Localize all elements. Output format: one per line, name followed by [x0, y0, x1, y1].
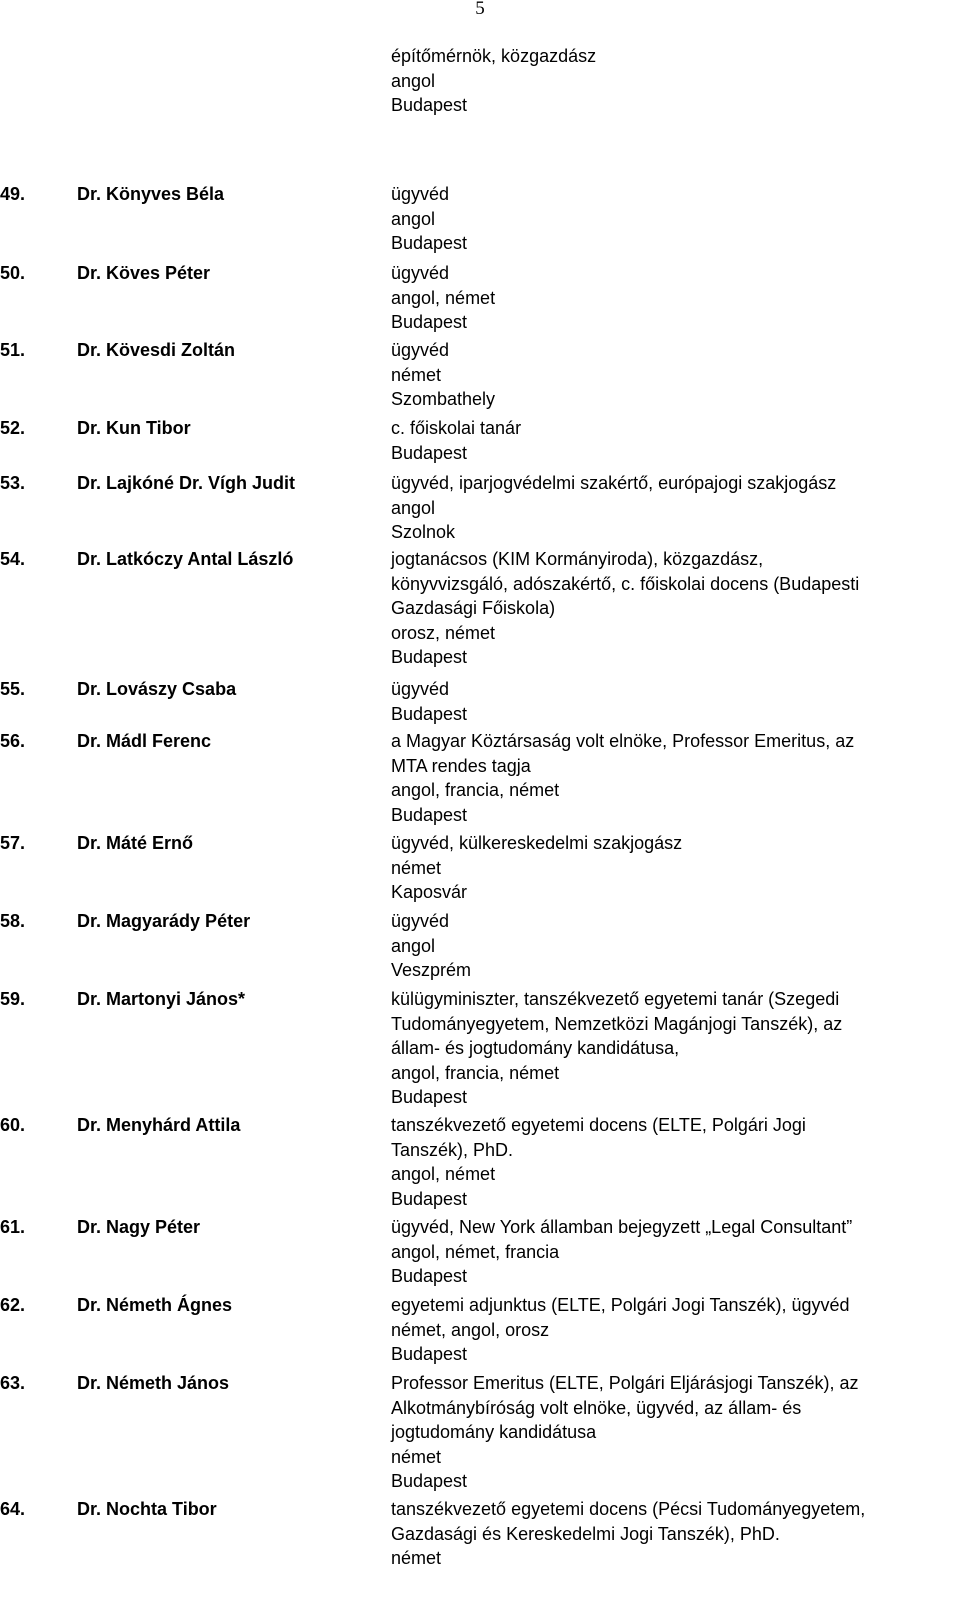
entry-number: 53.: [0, 473, 26, 493]
entry-details: [391, 338, 956, 412]
entry-number: 63.: [0, 1373, 26, 1393]
detail-line: Gazdasági és Kereskedelmi Jogi Tanszék), PhD.: [391, 1523, 780, 1544]
detail-line: Budapest: [391, 442, 468, 463]
entry-number: 58.: [0, 911, 26, 931]
detail-line: állam- és jogtudomány kandidátusa,: [391, 1038, 680, 1058]
detail-line: tanszékvezető egyetemi docens (ELTE, Polgári Jogi: [391, 1115, 806, 1135]
entry-details: [391, 471, 956, 545]
entry-name: Dr. Latkóczy Antal László: [77, 549, 294, 569]
entry-name: Dr. Lajkóné Dr. Vígh Judit: [77, 473, 296, 493]
detail-line: Veszprém: [391, 960, 472, 980]
detail-line: Budapest: [391, 95, 468, 115]
detail-line: ügyvéd: [391, 679, 450, 699]
detail-line: c. főiskolai tanár: [391, 418, 522, 438]
detail-line: külügyminiszter, tanszékvezető egyetemi tanár (Szegedi: [391, 989, 840, 1009]
entry-name: Dr. Martonyi János*: [77, 989, 246, 1009]
entry-number: 55.: [0, 679, 26, 699]
entry-number: 51.: [0, 340, 26, 360]
detail-line: építőmérnök, közgazdász: [391, 46, 597, 66]
entry-number: 61.: [0, 1217, 26, 1237]
entry-details: [391, 1371, 956, 1494]
detail-line: angol: [391, 70, 436, 91]
detail-line: angol, francia, német: [391, 1062, 560, 1083]
entry-number: 62.: [0, 1295, 26, 1315]
entry-details: [391, 1113, 956, 1211]
detail-line: a Magyar Köztársaság volt elnöke, Professor Emeritus, az: [391, 731, 855, 751]
detail-line: jogtudomány kandidátusa: [391, 1422, 597, 1442]
detail-line: német: [391, 857, 442, 878]
entry-number: 57.: [0, 833, 26, 853]
detail-line: német: [391, 1446, 442, 1467]
entry-name: Dr. Mádl Ferenc: [77, 731, 212, 751]
entry-name: Dr. Köves Péter: [77, 263, 211, 283]
detail-line: angol, német: [391, 287, 496, 308]
detail-line: Budapest: [391, 647, 468, 667]
detail-line: Budapest: [391, 703, 468, 724]
entry-details: [391, 987, 956, 1110]
detail-line: könyvvizsgáló, adószakértő, c. főiskolai docens (Budapesti: [391, 573, 860, 594]
detail-line: Szombathely: [391, 389, 496, 409]
detail-line: Budapest: [391, 1087, 468, 1107]
entry-name: Dr. Németh Ágnes: [77, 1295, 233, 1315]
detail-line: angol: [391, 497, 436, 518]
detail-line: angol, német, francia: [391, 1241, 560, 1262]
detail-line: Gazdasági Főiskola): [391, 598, 556, 618]
detail-line: angol, német: [391, 1164, 496, 1184]
detail-line: Tanszék), PhD.: [391, 1139, 514, 1160]
detail-line: angol: [391, 935, 436, 956]
entry-details: [391, 1497, 956, 1571]
entry-name: Dr. Magyarády Péter: [77, 911, 251, 931]
detail-line: jogtanácsos (KIM Kormányiroda), közgazdász,: [391, 549, 764, 569]
entry-details: [391, 261, 956, 335]
detail-line: tanszékvezető egyetemi docens (Pécsi Tudományegyetem,: [391, 1499, 866, 1519]
entry-details: [391, 831, 956, 905]
detail-line: ügyvéd, New York államban bejegyzett „Legal Consultant”: [391, 1217, 853, 1237]
detail-line: orosz, német: [391, 622, 496, 643]
detail-line: egyetemi adjunktus (ELTE, Polgári Jogi Tanszék), ügyvéd: [391, 1295, 850, 1315]
detail-line: ügyvéd, külkereskedelmi szakjogász: [391, 833, 683, 853]
entry-name: Dr. Lovászy Csaba: [77, 679, 237, 699]
entry-details: [391, 182, 956, 256]
detail-line: Alkotmánybíróság volt elnöke, ügyvéd, az állam- és: [391, 1397, 802, 1418]
entry-details: [391, 547, 956, 670]
detail-line: Budapest: [391, 1188, 468, 1209]
detail-line: Budapest: [391, 1266, 468, 1286]
entry-details: [391, 677, 956, 726]
detail-line: MTA rendes tagja: [391, 755, 531, 776]
page-number: 5: [475, 0, 485, 19]
detail-line: Professor Emeritus (ELTE, Polgári Eljárásjogi Tanszék), az: [391, 1373, 859, 1393]
entry-name: Dr. Németh János: [77, 1373, 230, 1393]
detail-line: Budapest: [391, 1344, 468, 1364]
detail-line: angol, francia, német: [391, 780, 560, 800]
detail-line: Tudományegyetem, Nemzetközi Magánjogi Tanszék), az: [391, 1013, 843, 1034]
entry-details: [391, 1215, 956, 1289]
entry-number: 56.: [0, 731, 26, 751]
detail-line: Budapest: [391, 233, 468, 253]
entry-name: Dr. Kun Tibor: [77, 418, 191, 438]
detail-line: ügyvéd: [391, 184, 450, 204]
detail-line: Budapest: [391, 804, 468, 825]
entry-name: Dr. Menyhárd Attila: [77, 1115, 241, 1135]
entry-details: [391, 1293, 956, 1367]
detail-line: angol: [391, 208, 436, 229]
entry-number: 50.: [0, 263, 26, 283]
detail-line: ügyvéd: [391, 263, 450, 283]
entry-number: 49.: [0, 184, 26, 204]
entry-name: Dr. Könyves Béla: [77, 184, 225, 204]
entry-number: 52.: [0, 418, 26, 438]
detail-line: Budapest: [391, 1471, 468, 1491]
detail-line: német: [391, 1548, 442, 1568]
entry-number: 60.: [0, 1115, 26, 1135]
entry-name: Dr. Máté Ernő: [77, 833, 194, 853]
entry-name: Dr. Nochta Tibor: [77, 1499, 217, 1519]
entry-number: 54.: [0, 549, 26, 569]
detail-line: ügyvéd: [391, 911, 450, 931]
detail-line: ügyvéd: [391, 340, 450, 360]
entry-number: 59.: [0, 989, 26, 1009]
entry-details: [391, 416, 956, 465]
entry-number: 64.: [0, 1499, 26, 1519]
detail-line: ügyvéd, iparjogvédelmi szakértő, európajogi szakjogász: [391, 473, 837, 493]
detail-line: Kaposvár: [391, 882, 468, 902]
detail-line: Budapest: [391, 312, 468, 332]
entry-details: [391, 909, 956, 983]
intro-details: [391, 44, 956, 118]
entry-details: [391, 729, 956, 827]
detail-line: német: [391, 364, 442, 385]
detail-line: német, angol, orosz: [391, 1319, 550, 1340]
entry-name: Dr. Kövesdi Zoltán: [77, 340, 236, 360]
detail-line: Szolnok: [391, 522, 456, 542]
entry-name: Dr. Nagy Péter: [77, 1217, 201, 1237]
